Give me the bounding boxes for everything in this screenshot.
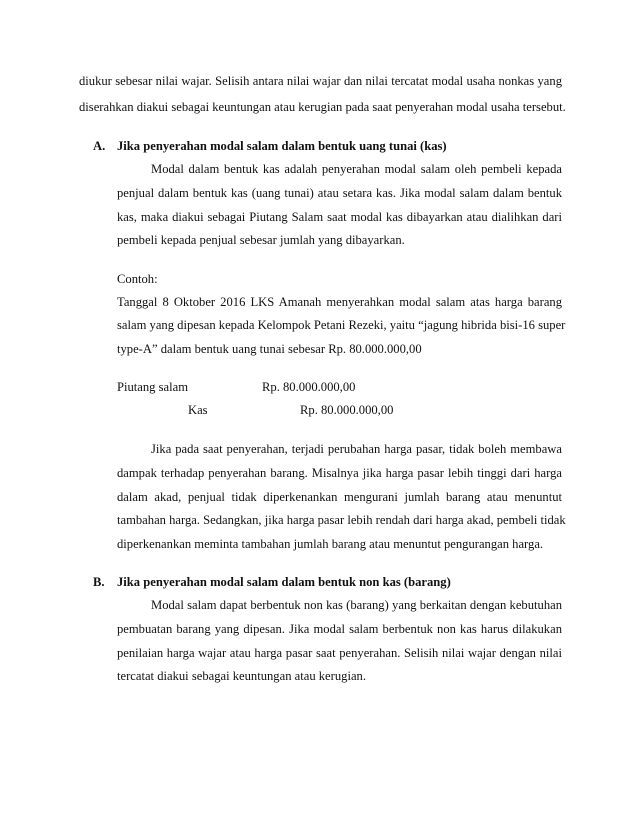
journal-debit-amount: Rp. 80.000.000,00 (262, 380, 356, 394)
paragraph-line: Modal dalam bentuk kas adalah penyerahan modal salam oleh pembeli kepada (151, 162, 562, 176)
paragraph-line: penilaian harga wajar atau harga pasar saat penyerahan. Selisih nilai wajar dengan nilai (117, 646, 562, 660)
intro-line: diukur sebesar nilai wajar. Selisih antara nilai wajar dan nilai tercatat modal usaha nonkas yang (79, 74, 562, 88)
paragraph-line: tambahan harga. Sedangkan, jika harga pasar lebih rendah dari harga akad, pembeli tidak (117, 513, 566, 527)
paragraph-line: tercatat diakui sebagai keuntungan atau kerugian. (117, 669, 366, 683)
section-b-label: B. (93, 575, 105, 589)
example-line: type-A” dalam bentuk uang tunai sebesar Rp. 80.000.000,00 (117, 342, 422, 356)
section-a-heading: Jika penyerahan modal salam dalam bentuk uang tunai (kas) (117, 139, 447, 153)
journal-credit-amount: Rp. 80.000.000,00 (300, 403, 394, 417)
intro-line: diserahkan diakui sebagai keuntungan atau kerugian pada saat penyerahan modal usaha tersebut. (79, 100, 566, 114)
paragraph-line: kas, maka diakui sebagai Piutang Salam saat modal kas dibayarkan atau dialihkan dari (117, 210, 562, 224)
paragraph-line: Jika pada saat penyerahan, terjadi perubahan harga pasar, tidak boleh membawa (151, 442, 562, 456)
paragraph-line: Modal salam dapat berbentuk non kas (barang) yang berkaitan dengan kebutuhan (151, 598, 562, 612)
section-b-heading: Jika penyerahan modal salam dalam bentuk non kas (barang) (117, 575, 451, 589)
example-line: salam yang dipesan kepada Kelompok Petani Rezeki, yaitu “jagung hibrida bisi-16 super (117, 318, 566, 332)
example-label: Contoh: (117, 272, 158, 286)
paragraph-line: penjual dalam bentuk kas (uang tunai) atau setara kas. Jika modal salam dalam bentuk (117, 186, 562, 200)
section-a-label: A. (93, 139, 106, 153)
paragraph-line: dampak terhadap penyerahan barang. Misalnya jika harga pasar lebih tinggi dari harga (117, 466, 562, 480)
paragraph-line: dalam akad, penjual tidak diperkenankan mengurani jumlah barang atau menuntut (117, 490, 562, 504)
paragraph-line: diperkenankan meminta tambahan jumlah barang atau menuntut pengurangan harga. (117, 537, 544, 551)
journal-credit-account: Kas (188, 403, 208, 417)
example-line: Tanggal 8 Oktober 2016 LKS Amanah menyerahkan modal salam atas harga barang (117, 295, 562, 309)
paragraph-line: pembeli kepada penjual sebesar jumlah yang dibayarkan. (117, 233, 405, 247)
journal-debit-account: Piutang salam (117, 380, 189, 394)
paragraph-line: pembuatan barang yang dipesan. Jika modal salam berbentuk non kas harus dilakukan (117, 622, 562, 636)
